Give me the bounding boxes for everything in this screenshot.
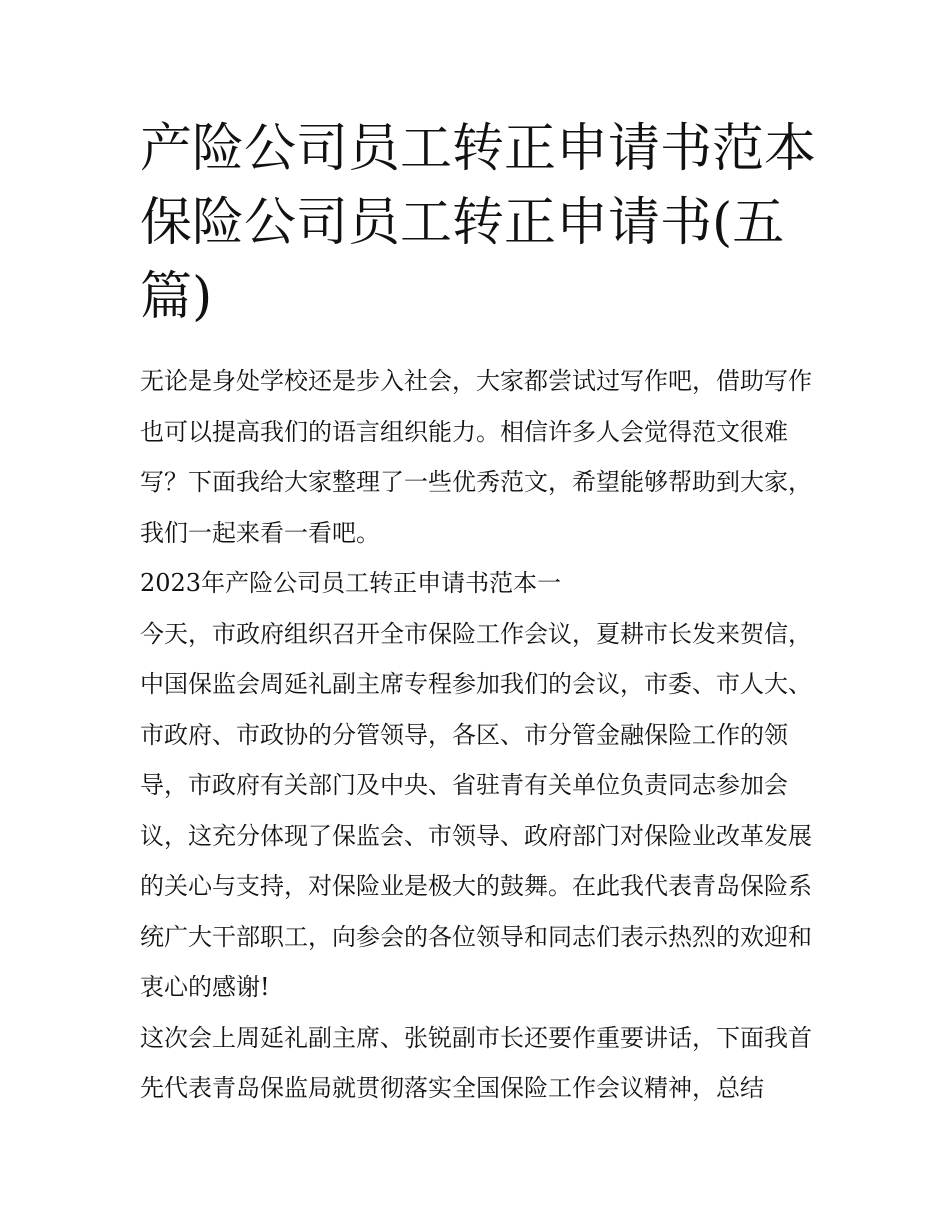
intro-paragraph: 无论是身处学校还是步入社会，大家都尝试过写作吧，借助写作也可以提高我们的语言组织能力。相信许多人会觉得范文很难写？下面我给大家整理了一些优秀范文，希望能够帮助到大家，我们一起来看一看吧。 bbox=[140, 367, 812, 547]
document-body bbox=[140, 356, 820, 1114]
section-heading: 2023年产险公司员工转正申请书范本一 bbox=[140, 569, 562, 597]
body-paragraph: 今天，市政府组织召开全市保险工作会议，夏耕市长发来贺信，中国保监会周延礼副主席专程参加我们的会议，市委、市人大、市政府、市政协的分管领导，各区、市分管金融保险工作的领导，市政府有关部门及中央、省驻青有关单位负责同志参加会议，这充分体现了保监会、市领导、政府部门对保险业改革发展的关心与支持，对保险业是极大的鼓舞。在此我代表青岛保险系统广大干部职工，向参会的各位领导和同志们表示热烈的欢迎和衷心的感谢! bbox=[140, 619, 812, 1001]
document-title: 产险公司员工转正申请书范本保险公司员工转正申请书(五篇) bbox=[140, 119, 817, 327]
body-paragraph: 这次会上周延礼副主席、张锐副市长还要作重要讲话，下面我首先代表青岛保监局就贯彻落实全国保险工作会议精神，总结 bbox=[140, 1023, 812, 1102]
